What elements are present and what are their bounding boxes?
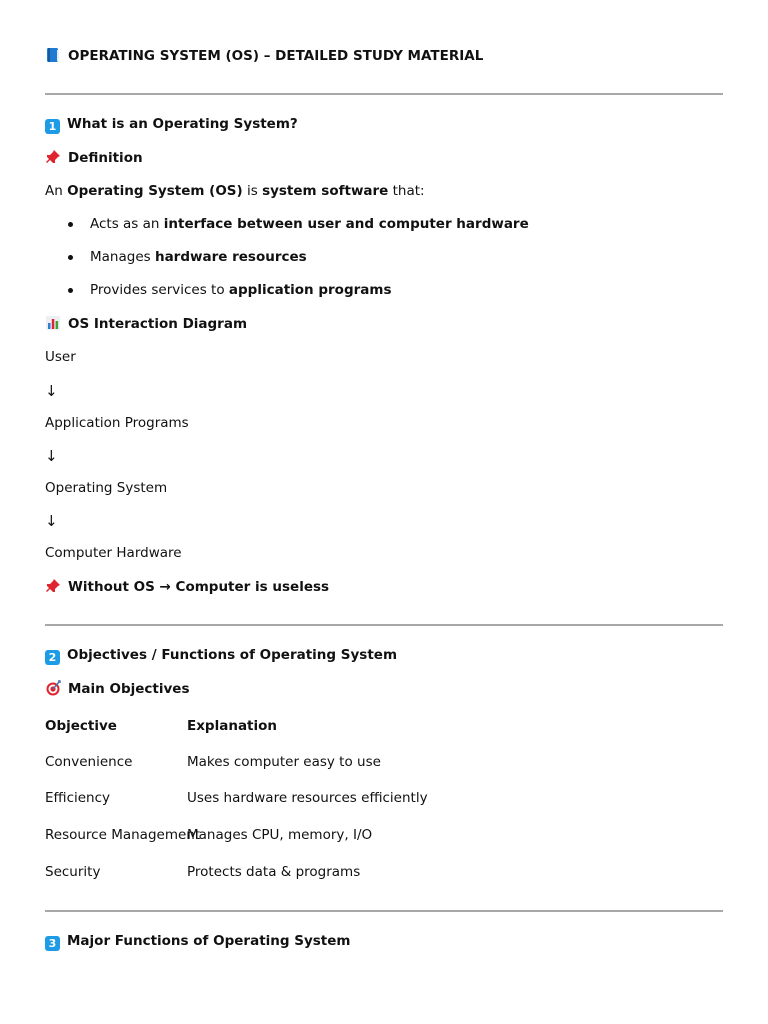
list-item-emphasis: application programs <box>228 282 392 298</box>
bar-chart-icon <box>45 315 61 331</box>
bullet-icon <box>68 255 73 260</box>
list-item <box>68 215 529 233</box>
list-item-emphasis: hardware resources <box>154 249 307 265</box>
pushpin-icon <box>45 149 61 165</box>
note-text: Without OS → Computer is useless <box>68 579 330 595</box>
document-title: OPERATING SYSTEM (OS) – DETAILED STUDY MATERIAL <box>68 48 484 64</box>
bullet-icon <box>68 288 73 293</box>
table-cell-explanation: Manages CPU, memory, I/O <box>187 827 373 843</box>
diagram-arrow: ↓ <box>45 447 58 465</box>
target-icon <box>45 680 61 696</box>
list-item-text: Provides services to <box>90 282 229 298</box>
objectives-label: Main Objectives <box>68 681 190 697</box>
definition-label: Definition <box>68 150 143 166</box>
objectives-label-row <box>45 680 189 698</box>
bullet-icon <box>68 222 73 227</box>
keycap-number-1-icon: 1 <box>45 119 60 134</box>
section-1-heading: What is an Operating System? <box>67 116 298 132</box>
list-item-emphasis: interface between user and computer hardware <box>163 216 529 232</box>
section-2-heading: Objectives / Functions of Operating System <box>67 647 398 663</box>
section-divider <box>45 93 723 95</box>
pushpin-icon <box>45 578 61 594</box>
definition-term-os: Operating System (OS) <box>67 183 243 199</box>
table-cell-explanation: Uses hardware resources efficiently <box>187 790 428 806</box>
section-divider <box>45 910 723 912</box>
definition-label-row <box>45 149 143 167</box>
definition-text-part: is <box>242 183 263 199</box>
table-cell-explanation: Protects data & programs <box>187 864 361 880</box>
definition-text-part: An <box>45 183 68 199</box>
definition-text-part: that: <box>388 183 425 199</box>
diagram-level-applications: Application Programs <box>45 415 189 431</box>
list-item-text: Acts as an <box>90 216 164 232</box>
diagram-label: OS Interaction Diagram <box>68 316 248 332</box>
list-item <box>68 248 307 266</box>
note-row <box>45 578 329 596</box>
blue-book-icon <box>45 47 61 63</box>
list-item <box>68 281 392 299</box>
table-header-explanation: Explanation <box>187 718 278 734</box>
diagram-level-hardware: Computer Hardware <box>45 545 182 561</box>
section-2-heading-row <box>45 646 397 665</box>
list-item-text: Manages <box>90 249 155 265</box>
table-header-objective: Objective <box>45 718 117 734</box>
diagram-level-os: Operating System <box>45 480 168 496</box>
section-3-heading-row <box>45 932 350 951</box>
section-divider <box>45 624 723 626</box>
diagram-arrow: ↓ <box>45 512 58 530</box>
table-cell-explanation: Makes computer easy to use <box>187 754 381 770</box>
definition-text <box>45 182 425 200</box>
keycap-number-2-icon: 2 <box>45 650 60 665</box>
section-1-heading-row <box>45 115 298 134</box>
table-cell-objective: Efficiency <box>45 790 111 806</box>
document-title-row <box>45 47 483 65</box>
definition-term-system-software: system software <box>262 183 389 199</box>
diagram-level-user: User <box>45 349 76 365</box>
section-3-heading: Major Functions of Operating System <box>67 933 351 949</box>
table-cell-objective: Resource Management <box>45 827 201 843</box>
diagram-label-row <box>45 315 247 333</box>
table-cell-objective: Security <box>45 864 101 880</box>
keycap-number-3-icon: 3 <box>45 936 60 951</box>
diagram-arrow: ↓ <box>45 382 58 400</box>
table-cell-objective: Convenience <box>45 754 133 770</box>
